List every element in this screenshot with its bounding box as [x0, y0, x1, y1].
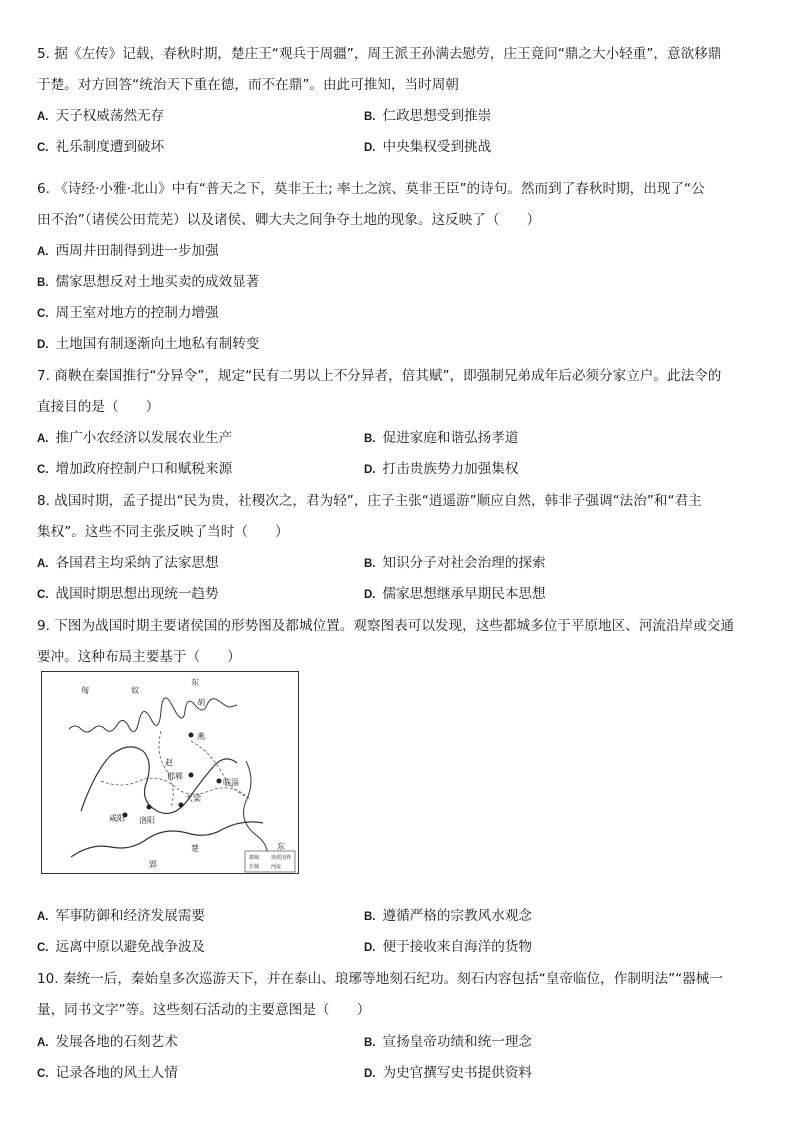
map-drawing — [41, 671, 299, 874]
q8-option-b-label: B. — [364, 558, 376, 570]
q8-option-d[interactable] — [364, 585, 546, 604]
q9-option-d-text: 便于接收来自海洋的货物 — [382, 939, 533, 955]
map-label-handan: 邯郸 — [167, 772, 183, 781]
q5-option-a-label: A. — [37, 111, 49, 123]
warring-states-map — [41, 671, 299, 874]
q5-option-d[interactable] — [364, 138, 491, 157]
q10-option-d-label: D. — [364, 1068, 376, 1080]
q9-option-d-label: D. — [364, 942, 376, 954]
map-label-nu: 奴 — [131, 686, 139, 695]
q6-option-a[interactable] — [37, 242, 219, 261]
q9-stem-line1: 9. 下图为战国时期主要诸侯国的形势图及都城位置。观察图表可以发现，这些都城多位于平原地区、河流沿岸或交通 — [37, 618, 734, 634]
q9-option-c-text: 远离中原以避免战争波及 — [55, 939, 206, 955]
q5-option-b-label: B. — [364, 111, 376, 123]
q7-option-c-text: 增加政府控制户口和赋税来源 — [55, 461, 233, 477]
map-label-yan: 燕 — [197, 732, 205, 741]
capital-dot — [189, 773, 194, 778]
q10-option-a-label: A. — [37, 1037, 49, 1049]
q5-option-a-text: 天子权威荡然无存 — [55, 108, 165, 124]
q5-option-c[interactable] — [37, 138, 164, 157]
q10-option-d[interactable] — [364, 1064, 532, 1083]
q5-option-b[interactable] — [364, 107, 491, 126]
map-label-linzi: 临淄 — [223, 778, 239, 787]
map-legend-capital: 都城 — [249, 855, 260, 861]
q9-option-b-label: B. — [364, 911, 376, 923]
q8-option-c[interactable] — [37, 585, 219, 604]
q10-option-c-label: C. — [37, 1068, 49, 1080]
capital-dot — [217, 779, 222, 784]
q8-option-d-text: 儒家思想继承早期民本思想 — [382, 586, 546, 602]
map-legend-border: 诸侯国界 — [271, 855, 292, 861]
q7-option-b-label: B. — [364, 433, 376, 445]
capital-dot — [147, 805, 152, 810]
q5-stem-line1: 5. 据《左传》记载，春秋时期，楚庄王“观兵于周疆”，周王派王孙满去慰劳，庄王竟问“鼎之大小轻重”，意欲移鼎 — [37, 46, 722, 62]
q7-option-d[interactable] — [364, 460, 518, 479]
q5-option-d-label: D. — [364, 142, 376, 154]
q10-option-a[interactable] — [37, 1033, 178, 1052]
q10-option-b-label: B. — [364, 1037, 376, 1049]
q8-option-b-text: 知识分子对社会治理的探索 — [382, 555, 546, 571]
q8-option-c-label: C. — [37, 589, 49, 601]
q7-option-b-text: 促进家庭和谐弘扬孝道 — [382, 430, 519, 446]
map-label-daliang: 大梁 — [185, 794, 201, 803]
q6-stem-line2: 田不治”（诸侯公田荒芜）以及诸侯、卿大夫之间争夺土地的现象。这反映了（ ） — [37, 212, 541, 228]
q8-stem-line2: 集权”。这些不同主张反映了当时（ ） — [37, 524, 289, 540]
q6-option-b[interactable] — [37, 273, 259, 292]
q7-option-b[interactable] — [364, 429, 518, 448]
map-legend-wall: 长城 — [249, 864, 260, 870]
map-label-zhao: 赵 — [165, 758, 173, 767]
q8-option-d-label: D. — [364, 589, 376, 601]
q7-option-d-text: 打击贵族势力加强集权 — [382, 461, 519, 477]
q9-option-a-label: A. — [37, 911, 49, 923]
q8-option-c-text: 战国时期思想出现统一趋势 — [55, 586, 219, 602]
map-label-xiong: 匈 — [81, 686, 89, 695]
q5-stem-line2: 于楚。对方回答“统治天下重在德，而不在鼎”。由此可推知，当时周朝 — [37, 77, 459, 93]
q7-option-a[interactable] — [37, 429, 232, 448]
q10-option-d-text: 为史官撰写史书提供资料 — [382, 1065, 533, 1081]
map-label-dong: 东 — [191, 678, 199, 687]
q6-stem-line1: 6. 《诗经·小雅·北山》中有“普天之下，莫非王土; 率土之滨、莫非王臣”的诗句。然而到了春秋时期，出现了“公 — [37, 181, 705, 197]
q6-option-b-label: B. — [37, 277, 49, 289]
q9-option-d[interactable] — [364, 938, 532, 957]
capital-dot — [189, 733, 194, 738]
q7-option-a-label: A. — [37, 433, 49, 445]
q9-option-a[interactable] — [37, 907, 205, 926]
q5-option-c-label: C. — [37, 142, 49, 154]
q10-option-c-text: 记录各地的风土人情 — [55, 1065, 178, 1081]
q6-option-a-text: 西周井田制得到进一步加强 — [55, 243, 219, 259]
q9-stem-line2: 要冲。这种布局主要基于（ ） — [37, 649, 241, 665]
map-label-ying: 郢 — [149, 860, 157, 869]
q6-option-c-text: 周王室对地方的控制力增强 — [55, 305, 219, 321]
q10-stem-line1: 10. 秦统一后，秦始皇多次巡游天下，并在泰山、琅琊等地刻石纪功。刻石内容包括“皇帝临位，作制明法”“器械一 — [37, 971, 723, 987]
q7-option-d-label: D. — [364, 464, 376, 476]
q6-option-a-label: A. — [37, 246, 49, 258]
q7-stem-line2: 直接目的是（ ） — [37, 399, 160, 415]
map-label-dong-sea: 东 — [277, 842, 285, 851]
q7-option-a-text: 推广小农经济以发展农业生产 — [55, 430, 233, 446]
q6-option-d-text: 土地国有制逐渐向土地私有制转变 — [55, 336, 260, 352]
q5-option-c-text: 礼乐制度遭到破坏 — [55, 139, 165, 155]
q10-option-b-text: 宣扬皇帝功绩和统一理念 — [382, 1034, 533, 1050]
q8-option-a-text: 各国君主均采纳了法家思想 — [55, 555, 219, 571]
q6-option-b-text: 儒家思想反对土地买卖的成效显著 — [55, 274, 260, 290]
q6-option-d-label: D. — [37, 339, 49, 351]
map-label-luoyang: 洛阳 — [139, 816, 155, 825]
capital-dot — [179, 803, 184, 808]
q5-option-a[interactable] — [37, 107, 164, 126]
q8-option-a[interactable] — [37, 554, 219, 573]
q9-option-a-text: 军事防御和经济发展需要 — [55, 908, 206, 924]
q8-stem-line1: 8. 战国时期，孟子提出“民为贵，社稷次之，君为轻”，庄子主张“逍遥游”顺应自然，韩非子强调“法治”和“君主 — [37, 493, 702, 509]
map-legend-river: 河流 — [271, 864, 282, 870]
q7-option-c[interactable] — [37, 460, 232, 479]
q6-option-c-label: C. — [37, 308, 49, 320]
map-label-chu: 楚 — [191, 844, 199, 853]
q10-option-b[interactable] — [364, 1033, 532, 1052]
q10-stem-line2: 量，同书文字”等。这些刻石活动的主要意图是（ ） — [37, 1002, 371, 1018]
q5-option-b-text: 仁政思想受到推崇 — [382, 108, 492, 124]
q7-option-c-label: C. — [37, 464, 49, 476]
q9-option-c[interactable] — [37, 938, 205, 957]
q6-option-d[interactable] — [37, 335, 259, 354]
q10-option-a-text: 发展各地的石刻艺术 — [55, 1034, 178, 1050]
q10-option-c[interactable] — [37, 1064, 178, 1083]
q9-option-c-label: C. — [37, 942, 49, 954]
q6-option-c[interactable] — [37, 304, 219, 323]
map-label-hu: 胡 — [197, 698, 205, 707]
q8-option-b[interactable] — [364, 554, 546, 573]
q9-option-b[interactable] — [364, 907, 532, 926]
q8-option-a-label: A. — [37, 558, 49, 570]
map-label-xianyang: 咸阳 — [109, 814, 125, 823]
q7-stem-line1: 7. 商鞅在秦国推行“分异令”，规定“民有二男以上不分异者，倍其赋”，即强制兄弟成年后必须分家立户。此法令的 — [37, 368, 722, 384]
q9-option-b-text: 遵循严格的宗教风水观念 — [382, 908, 533, 924]
q5-option-d-text: 中央集权受到挑战 — [382, 139, 492, 155]
